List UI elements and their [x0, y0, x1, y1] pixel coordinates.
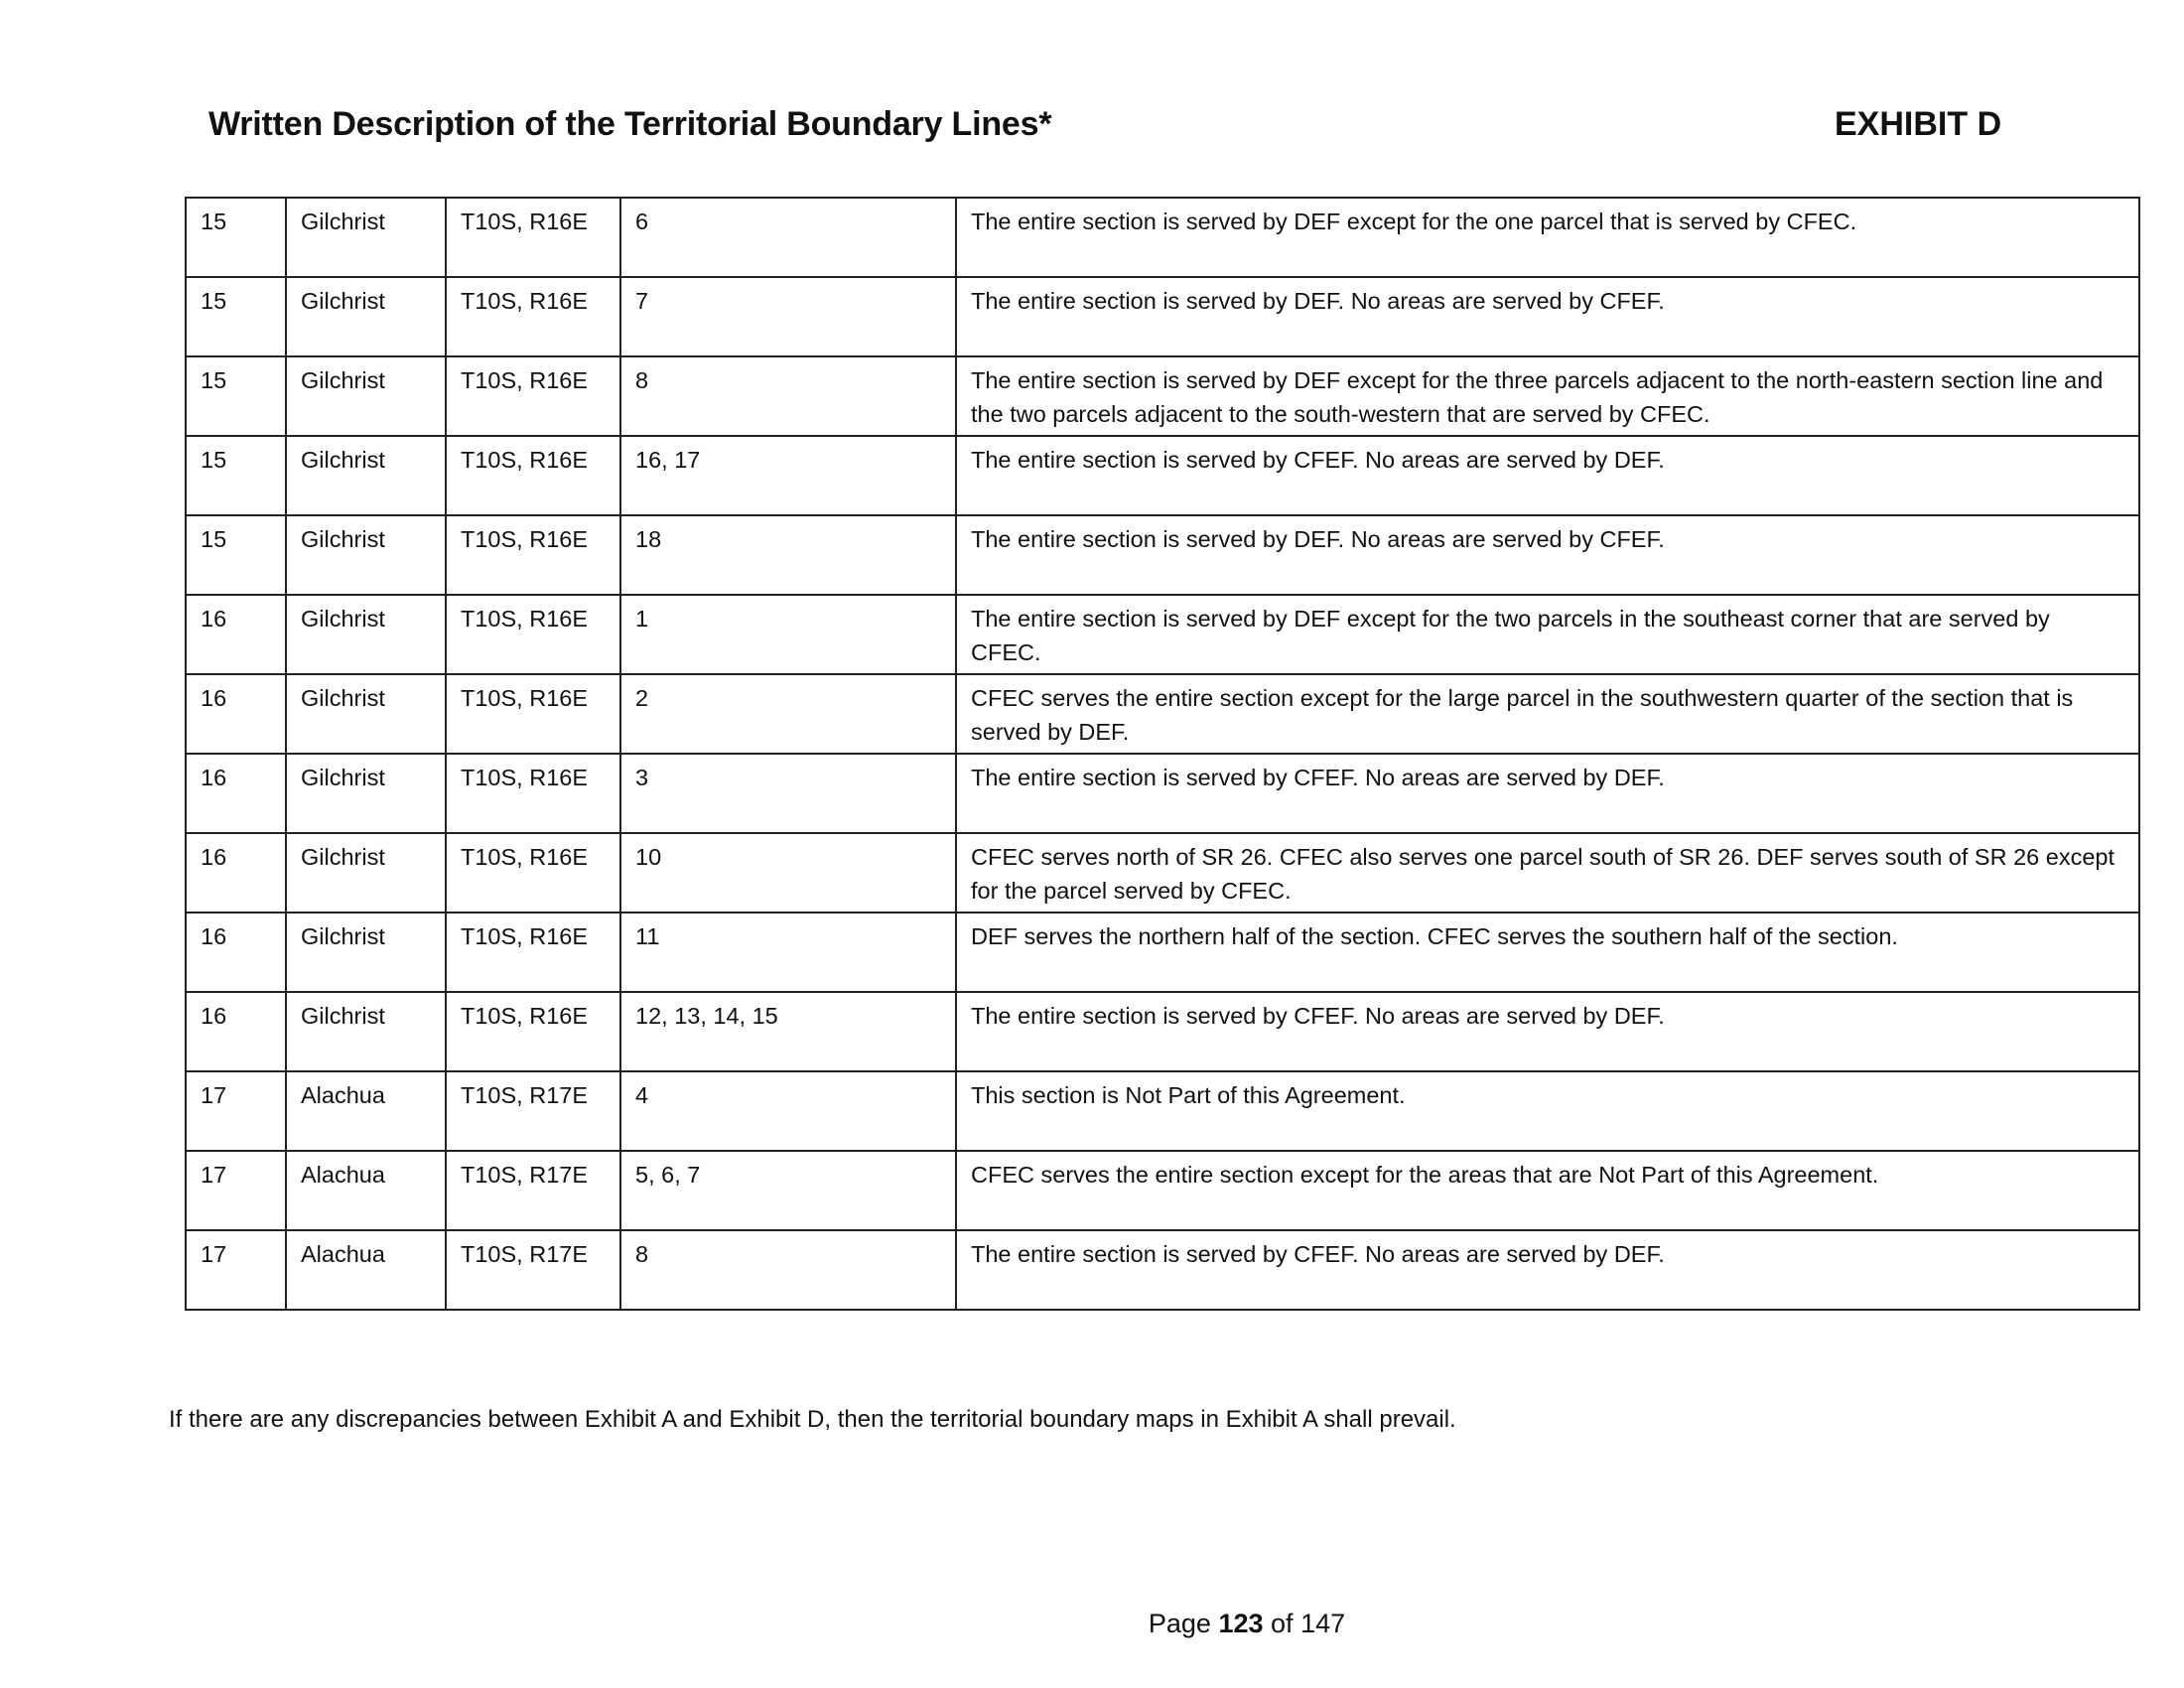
sections-cell: 1: [620, 595, 956, 674]
description-cell: The entire section is served by CFEF. No areas are served by DEF.: [956, 436, 2139, 515]
county-cell: Gilchrist: [286, 913, 446, 992]
map-number-cell: 15: [186, 277, 286, 356]
township-range-cell: T10S, R16E: [446, 515, 620, 595]
table-row: [186, 754, 2139, 833]
county-cell: Gilchrist: [286, 198, 446, 277]
description-cell: The entire section is served by CFEF. No areas are served by DEF.: [956, 992, 2139, 1071]
county-cell: Gilchrist: [286, 277, 446, 356]
description-cell: This section is Not Part of this Agreement.: [956, 1071, 2139, 1151]
township-range-cell: T10S, R17E: [446, 1230, 620, 1310]
county-cell: Alachua: [286, 1230, 446, 1310]
township-range-cell: T10S, R16E: [446, 436, 620, 515]
map-number-cell: 17: [186, 1230, 286, 1310]
description-cell: CFEC serves the entire section except for the areas that are Not Part of this Agreement.: [956, 1151, 2139, 1230]
description-cell: The entire section is served by DEF except for the two parcels in the southeast corner that are served by CFEC.: [956, 595, 2139, 674]
sections-cell: 12, 13, 14, 15: [620, 992, 956, 1071]
page-current: 123: [1218, 1609, 1264, 1638]
description-cell: CFEC serves the entire section except for the large parcel in the southwestern quarter of the section that is served by DEF.: [956, 674, 2139, 754]
county-cell: Alachua: [286, 1071, 446, 1151]
sections-cell: 7: [620, 277, 956, 356]
map-number-cell: 17: [186, 1151, 286, 1230]
document-title: Written Description of the Territorial Boundary Lines*: [208, 105, 1052, 143]
exhibit-label: EXHIBIT D: [1835, 105, 2002, 143]
table-row: [186, 356, 2139, 436]
boundary-table: [185, 197, 2140, 1311]
map-number-cell: 15: [186, 515, 286, 595]
township-range-cell: T10S, R16E: [446, 595, 620, 674]
table-row: [186, 833, 2139, 913]
table-row: [186, 198, 2139, 277]
sections-cell: 4: [620, 1071, 956, 1151]
table-row: [186, 1230, 2139, 1310]
township-range-cell: T10S, R16E: [446, 754, 620, 833]
township-range-cell: T10S, R16E: [446, 913, 620, 992]
page-number: [0, 1609, 2184, 1639]
map-number-cell: 15: [186, 436, 286, 515]
county-cell: Gilchrist: [286, 674, 446, 754]
table-row: [186, 913, 2139, 992]
map-number-cell: 16: [186, 754, 286, 833]
sections-cell: 2: [620, 674, 956, 754]
page-prefix: Page: [1148, 1609, 1211, 1638]
county-cell: Gilchrist: [286, 515, 446, 595]
sections-cell: 10: [620, 833, 956, 913]
map-number-cell: 15: [186, 356, 286, 436]
sections-cell: 18: [620, 515, 956, 595]
description-cell: The entire section is served by DEF. No areas are served by CFEF.: [956, 515, 2139, 595]
sections-cell: 6: [620, 198, 956, 277]
table-row: [186, 1071, 2139, 1151]
table-row: [186, 992, 2139, 1071]
page-separator: of: [1271, 1609, 1294, 1638]
county-cell: Gilchrist: [286, 436, 446, 515]
map-number-cell: 16: [186, 992, 286, 1071]
county-cell: Gilchrist: [286, 356, 446, 436]
county-cell: Gilchrist: [286, 754, 446, 833]
table-row: [186, 436, 2139, 515]
table-row: [186, 1151, 2139, 1230]
township-range-cell: T10S, R16E: [446, 277, 620, 356]
description-cell: The entire section is served by DEF except for the three parcels adjacent to the north-eastern section line and the two parcels adjacent to the south-western that are served by CFEC.: [956, 356, 2139, 436]
county-cell: Gilchrist: [286, 595, 446, 674]
township-range-cell: T10S, R17E: [446, 1151, 620, 1230]
sections-cell: 11: [620, 913, 956, 992]
description-cell: The entire section is served by CFEF. No areas are served by DEF.: [956, 1230, 2139, 1310]
county-cell: Gilchrist: [286, 992, 446, 1071]
boundary-table-body: [186, 198, 2139, 1310]
township-range-cell: T10S, R16E: [446, 833, 620, 913]
township-range-cell: T10S, R16E: [446, 198, 620, 277]
county-cell: Alachua: [286, 1151, 446, 1230]
sections-cell: 8: [620, 356, 956, 436]
map-number-cell: 17: [186, 1071, 286, 1151]
table-row: [186, 515, 2139, 595]
page-total: 147: [1300, 1609, 1346, 1638]
township-range-cell: T10S, R17E: [446, 1071, 620, 1151]
county-cell: Gilchrist: [286, 833, 446, 913]
township-range-cell: T10S, R16E: [446, 992, 620, 1071]
map-number-cell: 16: [186, 674, 286, 754]
sections-cell: 8: [620, 1230, 956, 1310]
map-number-cell: 16: [186, 913, 286, 992]
township-range-cell: T10S, R16E: [446, 674, 620, 754]
description-cell: DEF serves the northern half of the section. CFEC serves the southern half of the section.: [956, 913, 2139, 992]
sections-cell: 16, 17: [620, 436, 956, 515]
sections-cell: 3: [620, 754, 956, 833]
table-row: [186, 674, 2139, 754]
map-number-cell: 15: [186, 198, 286, 277]
table-row: [186, 277, 2139, 356]
discrepancy-footnote: If there are any discrepancies between Exhibit A and Exhibit D, then the territorial boundary maps in Exhibit A shall prevail.: [169, 1406, 1456, 1433]
map-number-cell: 16: [186, 833, 286, 913]
table-row: [186, 595, 2139, 674]
description-cell: CFEC serves north of SR 26. CFEC also serves one parcel south of SR 26. DEF serves south of SR 26 except for the parcel served by CFEC.: [956, 833, 2139, 913]
description-cell: The entire section is served by DEF. No areas are served by CFEF.: [956, 277, 2139, 356]
description-cell: The entire section is served by CFEF. No areas are served by DEF.: [956, 754, 2139, 833]
map-number-cell: 16: [186, 595, 286, 674]
township-range-cell: T10S, R16E: [446, 356, 620, 436]
description-cell: The entire section is served by DEF except for the one parcel that is served by CFEC.: [956, 198, 2139, 277]
sections-cell: 5, 6, 7: [620, 1151, 956, 1230]
